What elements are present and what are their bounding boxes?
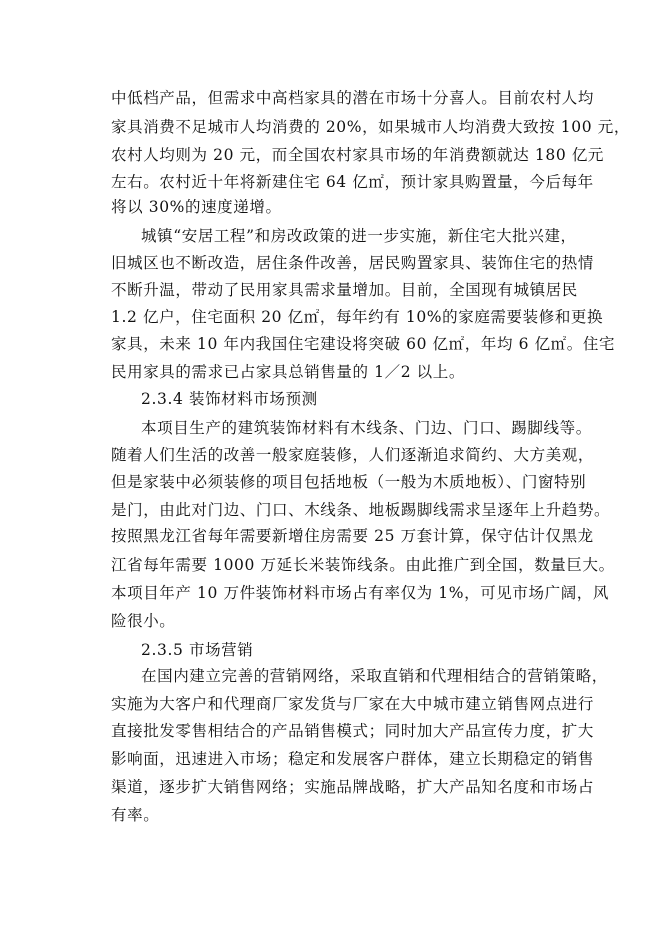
text-line: 民用家具的需求已占家具总销售量的 1／2 以上。 xyxy=(111,363,465,381)
text-line: 险很小。 xyxy=(111,612,176,630)
paragraph-start: 本项目生产的建筑装饰材料有木线条、门边、门口、踢脚线等。 xyxy=(141,419,592,437)
paragraph-start: 在国内建立完善的营销网络，采取直销和代理相结合的营销策略， xyxy=(141,667,608,685)
text-line: 中低档产品，但需求中高档家具的潜在市场十分喜人。目前农村人均 xyxy=(111,89,595,107)
paragraph-start: 城镇“安居工程”和房改政策的进一步实施，新住宅大批兴建， xyxy=(141,227,577,245)
text-line: 本项目年产 10 万件装饰材料市场占有率仅为 1%，可见市场广阔，风 xyxy=(111,584,609,602)
text-line: 影响面，迅速进入市场；稳定和发展客户群体，建立长期稳定的销售 xyxy=(111,750,595,768)
text-line: 随着人们生活的改善一般家庭装修，人们逐渐追求简约、大方美观， xyxy=(111,446,595,464)
text-line: 渠道，逐步扩大销售网络；实施品牌战略，扩大产品知名度和市场占 xyxy=(111,778,595,796)
text-line: 左右。农村近十年将新建住宅 64 亿㎡，预计家具购置量，今后每年 xyxy=(111,173,594,191)
text-line: 有率。 xyxy=(111,806,160,824)
text-line: 江省每年需要 1000 万延长米装饰线条。由此推广到全国，数量巨大。 xyxy=(111,556,615,574)
text-line: 农村人均则为 20 元，而全国农村家具市场的年消费额就达 180 亿元 xyxy=(111,146,605,164)
text-line: 家具，未来 10 年内我国住宅建设将突破 60 亿㎡，年均 6 亿㎡。住宅 xyxy=(111,335,616,353)
text-line: 将以 30%的速度递增。 xyxy=(111,198,282,216)
text-line: 直接批发零售相结合的产品销售模式；同时加大产品宣传力度，扩大 xyxy=(111,722,595,740)
text-line: 不断升温，带动了民用家具需求量增加。目前，全国现有城镇居民 xyxy=(111,281,578,299)
text-line: 是门，由此对门边、门口、木线条、地板踢脚线需求呈逐年上升趋势。 xyxy=(111,501,611,519)
section-heading-2-3-4: 2.3.4 装饰材料市场预测 xyxy=(141,390,318,408)
section-heading-2-3-5: 2.3.5 市场营销 xyxy=(141,641,254,659)
text-line: 按照黑龙江省每年需要新增住房需要 25 万套计算，保守估计仅黑龙 xyxy=(111,527,594,545)
text-line: 旧城区也不断改造，居住条件改善，居民购置家具、装饰住宅的热情 xyxy=(111,254,595,272)
text-line: 家具消费不足城市人均消费的 20%，如果城市人均消费大致按 100 元， xyxy=(111,118,630,136)
text-line: 1.2 亿户，住宅面积 20 亿㎡，每年约有 10%的家庭需要装修和更换 xyxy=(111,308,604,326)
text-line: 但是家装中必须装修的项目包括地板（一般为木质地板）、门窗特别 xyxy=(111,473,587,491)
text-line: 实施为大客户和代理商厂家发货与厂家在大中城市建立销售网点进行 xyxy=(111,695,595,713)
